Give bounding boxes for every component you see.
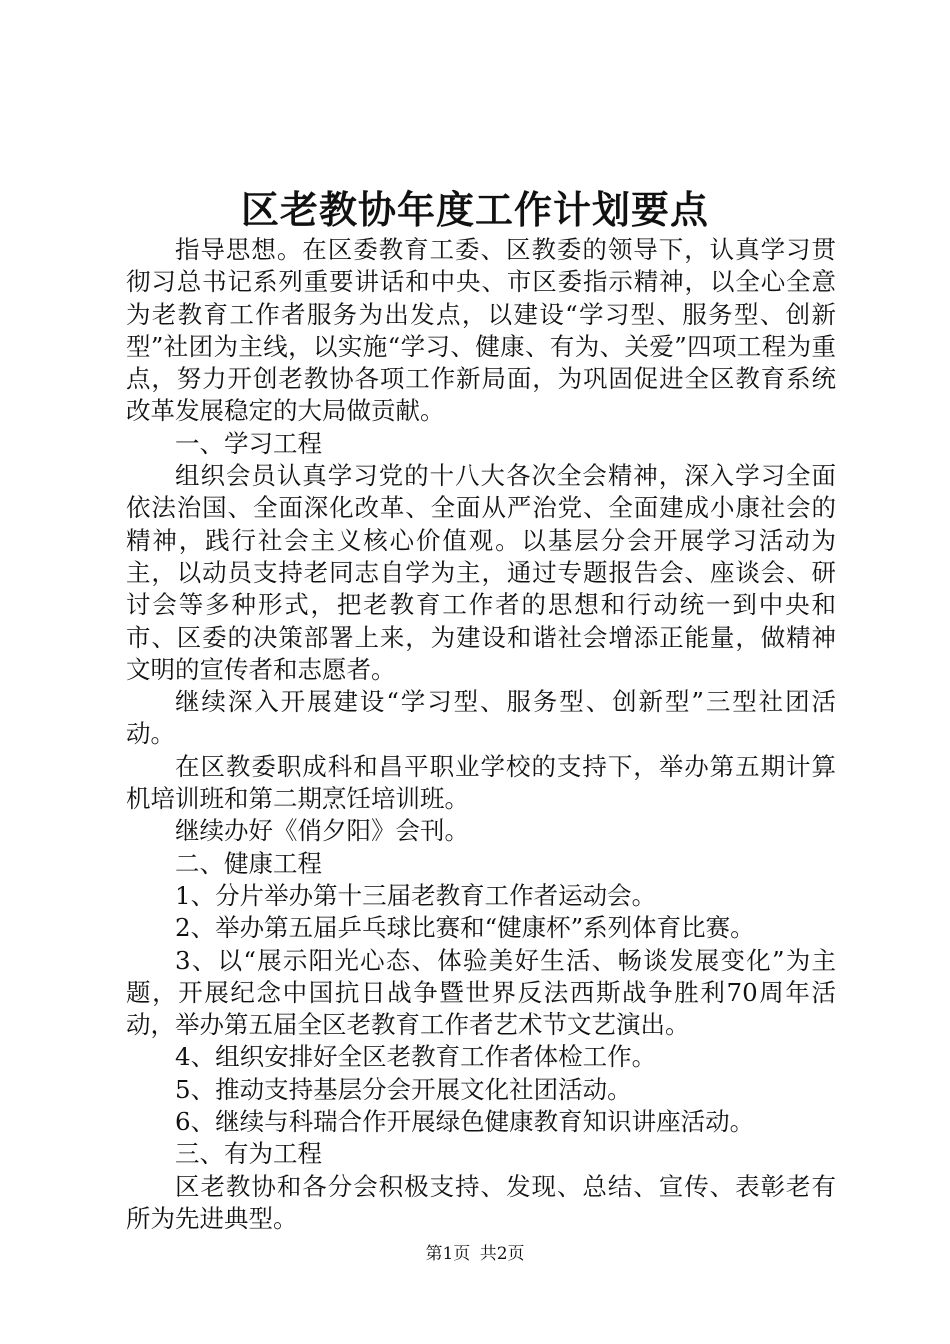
- page-footer: [0, 1243, 950, 1265]
- paragraph-health-item-4: 4、组织安排好全区老教育工作者体检工作。: [175, 1042, 657, 1072]
- paragraph-health-item-2: 2、举办第五届乒乓球比赛和“健康杯”系列体育比赛。: [175, 913, 755, 943]
- paragraph-study-journal: 继续办好《俏夕阳》会刊。: [175, 816, 469, 846]
- paragraph-study-training: 在区教委职成科和昌平职业学校的支持下，举办第五期计算机培训班和第二期烹饪培训班。: [126, 751, 836, 814]
- paragraph-study-organize: 组织会员认真学习党的十八大各次全会精神，深入学习全面依法治国、全面深化改革、全面从严治党、全面建成小康社会的精神，践行社会主义核心价值观。以基层分会开展学习活动为主，以动员支持老同志自学为主，通过专题报告会、座谈会、研讨会等多种形式，把老教育工作者的思想和行动统一到中央和市、区委的决策部署上来，为建设和谐社会增添正能量，做精神文明的宣传者和志愿者。: [126, 461, 836, 684]
- paragraph-health-item-3: 3、以“展示阳光心态、体验美好生活、畅谈发展变化”为主题，开展纪念中国抗日战争暨世界反法西斯战争胜利70周年活动，举办第五届全区老教育工作者艺术节文艺演出。: [126, 945, 836, 1040]
- paragraph-health-item-1: 1、分片举办第十三届老教育工作者运动会。: [175, 880, 657, 910]
- section-heading-achievement: 三、有为工程: [175, 1139, 322, 1169]
- section-heading-study: 一、学习工程: [175, 428, 322, 458]
- paragraph-guiding-ideology: 指导思想。在区委教育工委、区教委的领导下，认真学习贯彻习总书记系列重要讲话和中央、市区委指示精神，以全心全意为老教育工作者服务为出发点，以建设“学习型、服务型、创新型”社团为主线，以实施“学习、健康、有为、关爱”四项工程为重点，努力开创老教协各项工作新局面，为巩固促进全区教育系统改革发展稳定的大局做贡献。: [126, 235, 836, 426]
- paragraph-achievement: 区老教协和各分会积极支持、发现、总结、宣传、表彰老有所为先进典型。: [126, 1171, 836, 1233]
- paragraph-health-item-5: 5、推动支持基层分会开展文化社团活动。: [175, 1074, 632, 1104]
- paragraph-study-three-types: 继续深入开展建设“学习型、服务型、创新型”三型社团活动。: [126, 687, 836, 749]
- document-title: 区老教协年度工作计划要点: [240, 188, 709, 232]
- page-total: 共2页: [479, 1244, 525, 1264]
- page-number: 第1页: [425, 1244, 471, 1264]
- paragraph-health-item-6: 6、继续与科瑞合作开展绿色健康教育知识讲座活动。: [175, 1107, 755, 1137]
- section-heading-health: 二、健康工程: [175, 848, 322, 878]
- document-body: [126, 234, 836, 1235]
